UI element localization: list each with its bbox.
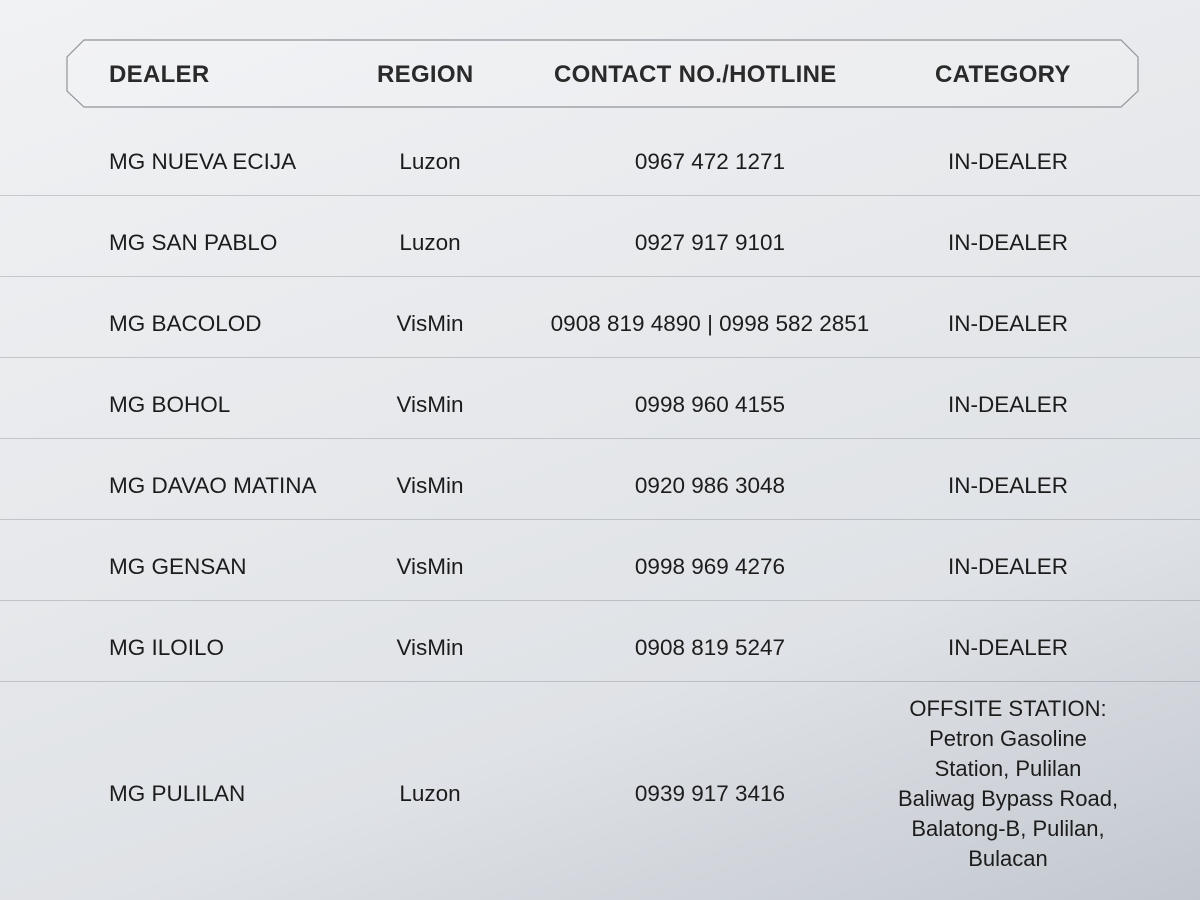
cell-dealer: MG NUEVA ECIJA (109, 149, 297, 174)
category-line: Baliwag Bypass Road, (897, 786, 1119, 811)
table-row (0, 196, 1200, 277)
cell-category: IN-DEALER (947, 149, 1069, 174)
table-row (0, 601, 1200, 682)
cell-category: IN-DEALER (947, 311, 1069, 336)
table-row (0, 520, 1200, 601)
cell-category: IN-DEALER (947, 635, 1069, 660)
cell-dealer: MG GENSAN (109, 554, 247, 579)
table-header (0, 40, 1200, 108)
cell-category: IN-DEALER (947, 554, 1069, 579)
category-line: Balatong-B, Pulilan, (911, 816, 1105, 841)
cell-dealer: MG PULILAN (109, 781, 246, 806)
cell-contact: 0998 960 4155 (634, 392, 786, 417)
cell-region: Luzon (399, 149, 461, 174)
cell-dealer: MG DAVAO MATINA (109, 473, 317, 498)
category-line: OFFSITE STATION: (909, 696, 1107, 721)
cell-region: Luzon (399, 230, 461, 255)
cell-region: Luzon (399, 781, 461, 806)
cell-dealer: MG ILOILO (109, 635, 225, 660)
category-line: Bulacan (968, 846, 1048, 871)
category-line: Petron Gasoline (929, 726, 1087, 751)
table-row (0, 688, 1200, 900)
cell-dealer: MG BOHOL (109, 392, 231, 417)
category-line: Station, Pulilan (934, 756, 1082, 781)
header-contact: CONTACT NO./HOTLINE (554, 61, 837, 88)
cell-contact: 0908 819 5247 (634, 635, 786, 660)
table-row (0, 115, 1200, 196)
cell-category: IN-DEALER (947, 392, 1069, 417)
cell-contact: 0939 917 3416 (634, 781, 786, 806)
cell-contact: 0920 986 3048 (634, 473, 786, 498)
cell-region: VisMin (396, 635, 464, 660)
cell-contact: 0998 969 4276 (634, 554, 786, 579)
cell-dealer: MG SAN PABLO (109, 230, 278, 255)
cell-contact: 0927 917 9101 (634, 230, 786, 255)
header-dealer: DEALER (109, 61, 210, 88)
cell-category: IN-DEALER (947, 473, 1069, 498)
cell-contact: 0967 472 1271 (634, 149, 786, 174)
cell-region: VisMin (396, 473, 464, 498)
cell-category (880, 694, 1136, 874)
cell-region: VisMin (396, 311, 464, 336)
cell-region: VisMin (396, 392, 464, 417)
cell-dealer: MG BACOLOD (109, 311, 262, 336)
cell-contact: 0908 819 4890 | 0998 582 2851 (550, 311, 870, 336)
cell-category: IN-DEALER (947, 230, 1069, 255)
cell-region: VisMin (396, 554, 464, 579)
table-row (0, 358, 1200, 439)
header-category: CATEGORY (935, 61, 1071, 88)
header-region: REGION (377, 61, 474, 88)
table-row (0, 439, 1200, 520)
table-row (0, 277, 1200, 358)
